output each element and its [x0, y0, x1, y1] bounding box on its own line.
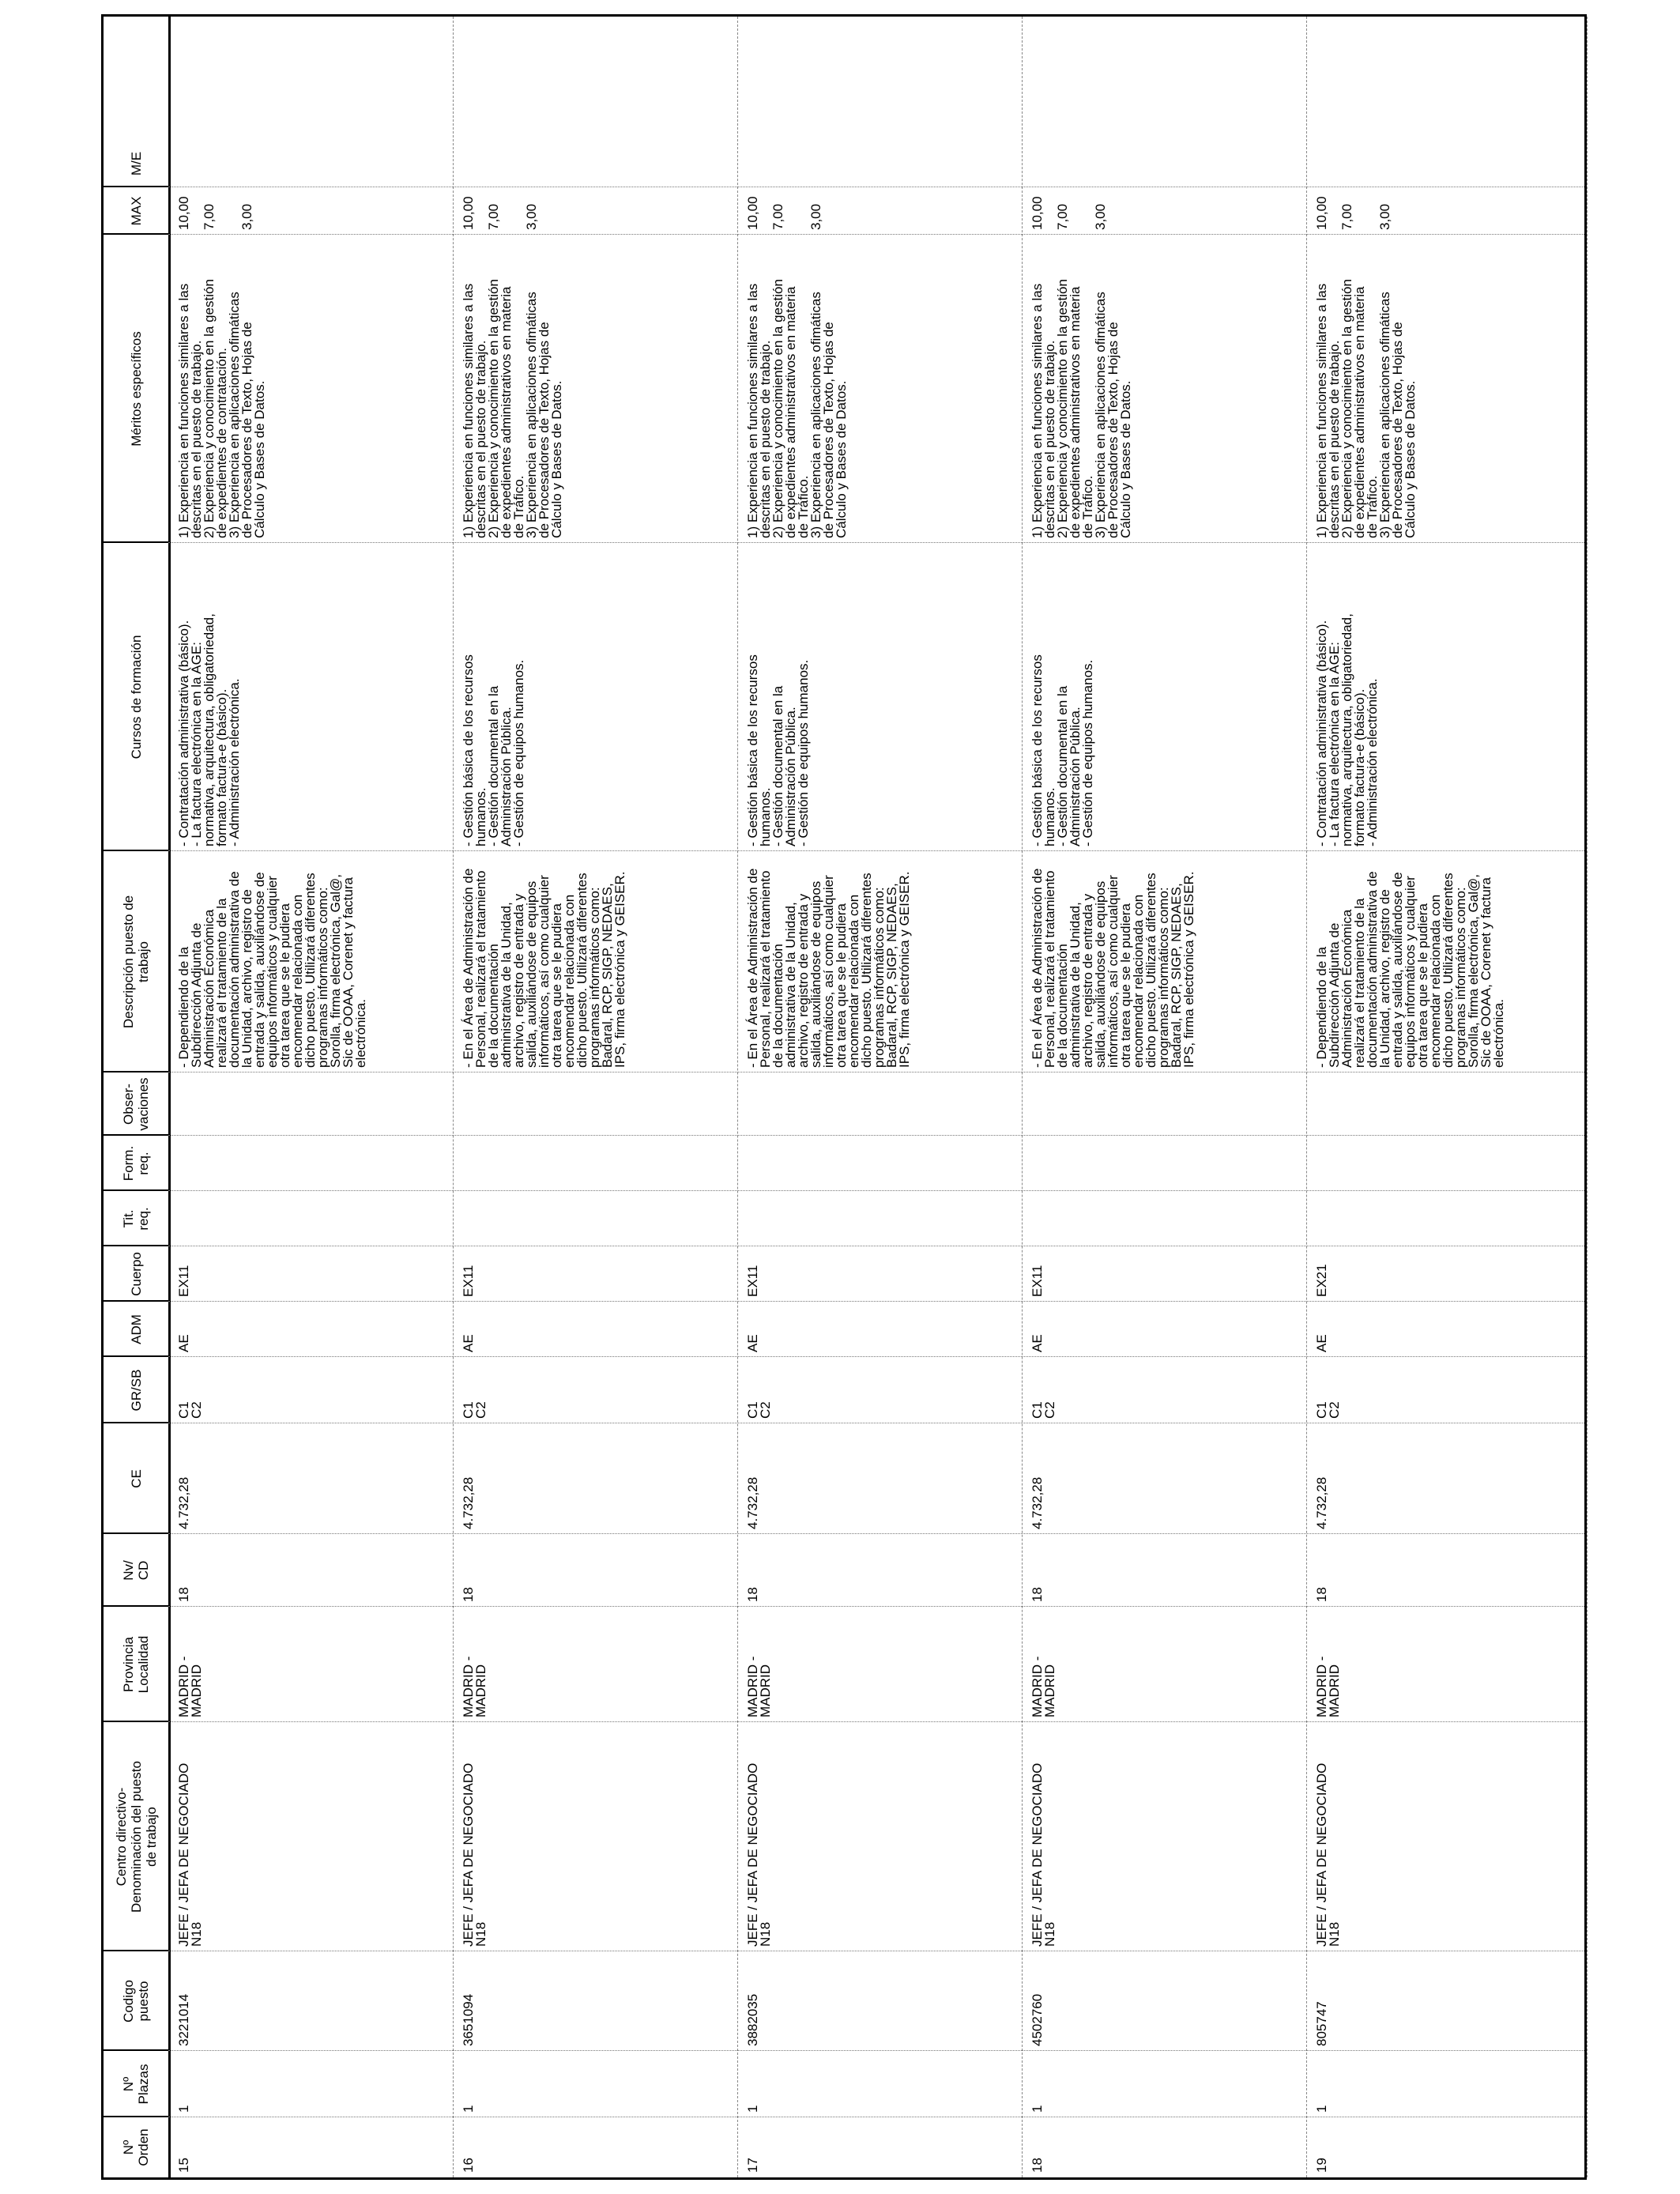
column-divider	[168, 1135, 1584, 1136]
column-divider	[168, 1533, 1584, 1534]
cell-provincia: MADRID - MADRID	[461, 1656, 488, 1717]
column-divider	[168, 2050, 1584, 2051]
header-divider	[104, 1300, 168, 1302]
cell-meritos: 1) Experiencia en funciones similares a las descritas en el puesto de trabajo. 2) Experiencia y conocimiento en la gestión de expedientes administrativos en materia de Tráfico. 3) Experiencia en aplicaciones ofimáticas de Procesadores de Texto, Hojas de Cálculo y Bases de Datos.	[461, 279, 564, 538]
cell-cursos: - Gestión básica de los recursos humanos. - Gestión documental en la Administración Pública. - Gestión de equipos humanos.	[1030, 654, 1095, 846]
cell-adm: AE	[176, 1334, 191, 1352]
cell-ce: 4.732,28	[461, 1476, 476, 1529]
cell-cuerpo: EX21	[1314, 1264, 1329, 1297]
cell-nivel: 18	[461, 1587, 476, 1602]
header-divider	[104, 186, 168, 187]
cell-centro: JEFE / JEFA DE NEGOCIADO N18	[176, 1762, 204, 1947]
header-cursos: Cursos de formación	[128, 635, 144, 760]
table-row	[737, 17, 1023, 2177]
cell-cursos: - Contratación administrativa (básico). - La factura electrónica en la AGE: normativa, arquitectura, obligatoriedad, formato factura-e (básico). - Administración electrónica.	[1314, 613, 1380, 846]
cell-cursos: - Gestión básica de los recursos humanos. - Gestión documental en la Administración Pública. - Gestión de equipos humanos.	[461, 654, 526, 846]
header-provincia: Provincia Localidad	[121, 1635, 151, 1694]
cell-max: 10,00 7,00 3,00	[1314, 196, 1392, 230]
cell-orden: 16	[461, 2158, 476, 2173]
column-divider	[168, 542, 1584, 543]
cell-max: 10,00 7,00 3,00	[1030, 196, 1108, 230]
header-nivel: Nv/ CD	[121, 1560, 151, 1581]
header-cuerpo: Cuerpo	[128, 1252, 144, 1296]
cell-nivel: 18	[1030, 1587, 1045, 1602]
cell-plazas: 1	[461, 2105, 476, 2113]
cell-provincia: MADRID - MADRID	[1314, 1656, 1342, 1717]
cell-orden: 19	[1314, 2158, 1329, 2173]
header-ce: CE	[128, 1469, 144, 1488]
cell-meritos: 1) Experiencia en funciones similares a las descritas en el puesto de trabajo. 2) Experiencia y conocimiento en la gestión de expedientes administrativos en materia de Tráfico. 3) Experiencia en aplicaciones ofimáticas de Procesadores de Texto, Hojas de Cálculo y Bases de Datos.	[1030, 279, 1133, 538]
header-me: M/E	[128, 151, 144, 176]
cell-max: 10,00 7,00 3,00	[176, 196, 254, 230]
column-divider	[168, 234, 1584, 235]
cell-centro: JEFE / JEFA DE NEGOCIADO N18	[1030, 1762, 1057, 1947]
cell-nivel: 18	[745, 1587, 760, 1602]
header-codigo: Codigo puesto	[121, 1980, 151, 2022]
header-divider	[104, 1721, 168, 1722]
table-row	[453, 17, 738, 2177]
cell-plazas: 1	[176, 2105, 191, 2113]
header-adm: ADM	[128, 1314, 144, 1344]
header-divider	[104, 1605, 168, 1607]
header-form-req: Form. req.	[121, 1145, 151, 1182]
cell-codigo: 4502760	[1030, 1993, 1045, 2046]
header-max: MAX	[128, 196, 144, 226]
column-divider	[168, 1190, 1584, 1191]
header-orden: Nº Orden	[121, 2128, 151, 2166]
table-header	[104, 17, 171, 2177]
header-divider	[104, 1189, 168, 1191]
table-row	[168, 17, 454, 2177]
cell-meritos: 1) Experiencia en funciones similares a las descritas en el puesto de trabajo. 2) Experiencia y conocimiento en la gestión de expedientes de contratación. 3) Experiencia en aplicaciones ofimáticas de Procesadores de Texto, Hojas de Cálculo y Bases de Datos.	[176, 279, 267, 538]
column-divider	[168, 1356, 1584, 1357]
cell-adm: AE	[1314, 1334, 1329, 1352]
cell-descripcion: - En el Área de Administración de Personal, realizará el tratamiento de la documentación administrativa de la Unidad, archivo, registro de entrada y salida, auxiliándose de equipos informáticos, así como cualquier otra tarea que se le pudiera encomendar relacionada con dicho puesto. Utilizará diferentes programas informáticos como: Badaral, RCP, SIGP, NEDAES, IPS, firma electrónica y GEISER.	[461, 868, 627, 1068]
cell-ce: 4.732,28	[745, 1476, 760, 1529]
header-divider	[104, 1950, 168, 1951]
cell-cuerpo: EX11	[461, 1265, 476, 1297]
header-divider	[104, 850, 168, 851]
cell-meritos: 1) Experiencia en funciones similares a las descritas en el puesto de trabajo. 2) Experiencia y conocimiento en la gestión de expedientes administrativos en materia de Tráfico. 3) Experiencia en aplicaciones ofimáticas de Procesadores de Texto, Hojas de Cálculo y Bases de Datos.	[745, 279, 849, 538]
cell-adm: AE	[745, 1334, 760, 1352]
cell-codigo: 3651094	[461, 1993, 476, 2046]
cell-nivel: 18	[1314, 1587, 1329, 1602]
cell-cursos: - Gestión básica de los recursos humanos. - Gestión documental en la Administración Pública. - Gestión de equipos humanos.	[745, 654, 811, 846]
cell-adm: AE	[461, 1334, 476, 1352]
table-row	[1022, 17, 1307, 2177]
cell-orden: 18	[1030, 2158, 1045, 2173]
cell-descripcion: - Dependiendo de la Subdirección Adjunta de Administración Económica realizará el tratamiento de la documentación administrativa de la Unidad, archivo, registro de entrada y salida, auxiliándose de equipos informáticos y cualquier otra tarea que se le pudiera encomendar relacionada con dicho puesto. Utilizará diferentes programas informáticos como: Sorolla, firma electrónica, Gal@, Sic de OOAA, Corenet y factura electrónica.	[1314, 871, 1506, 1068]
cell-cuerpo: EX11	[745, 1265, 760, 1297]
cell-orden: 15	[176, 2158, 191, 2173]
column-divider	[168, 1301, 1584, 1302]
header-centro: Centro directivo- Denominación del puesto de trabajo	[113, 1761, 159, 1913]
header-divider	[104, 1422, 168, 1423]
cell-ce: 4.732,28	[1030, 1476, 1045, 1529]
cell-provincia: MADRID - MADRID	[176, 1656, 204, 1717]
header-divider	[104, 1532, 168, 1534]
cell-grsb: C1 C2	[745, 1401, 773, 1419]
cell-grsb: C1 C2	[176, 1401, 204, 1419]
cell-provincia: MADRID - MADRID	[1030, 1656, 1057, 1717]
cell-nivel: 18	[176, 1587, 191, 1602]
cell-orden: 17	[745, 2158, 760, 2173]
header-divider	[104, 541, 168, 543]
cell-cursos: - Contratación administrativa (básico). - La factura electrónica en la AGE: normativa, arquitectura, obligatoriedad, formato factura-e (básico). - Administración electrónica.	[176, 613, 242, 846]
cell-grsb: C1 C2	[461, 1401, 488, 1419]
cell-codigo: 805747	[1314, 2001, 1329, 2046]
cell-grsb: C1 C2	[1314, 1401, 1342, 1419]
column-divider	[168, 1721, 1584, 1722]
cell-adm: AE	[1030, 1334, 1045, 1352]
header-tit-req: Tit. req.	[121, 1207, 151, 1231]
cell-plazas: 1	[1030, 2105, 1045, 2113]
cell-codigo: 3882035	[745, 1993, 760, 2046]
header-divider	[104, 233, 168, 235]
header-observaciones: Obser- vaciones	[121, 1077, 151, 1131]
cell-plazas: 1	[1314, 2105, 1329, 2113]
header-plazas: Nº Plazas	[121, 2064, 151, 2105]
cell-centro: JEFE / JEFA DE NEGOCIADO N18	[1314, 1762, 1342, 1947]
column-divider	[168, 1606, 1584, 1607]
cell-descripcion: - Dependiendo de la Subdirección Adjunta de Administración Económica realizará el tratamiento de la documentación administrativa de la Unidad, archivo, registro de entrada y salida, auxiliándose de equipos informáticos y cualquier otra tarea que se le pudiera encomendar relacionada con dicho puesto. Utilizará diferentes programas informáticos como: Sorolla, firma electrónica, Gal@, Sic de OOAA, Corenet y factura electrónica.	[176, 871, 368, 1068]
cell-provincia: MADRID - MADRID	[745, 1656, 773, 1717]
header-meritos: Méritos específicos	[128, 331, 144, 447]
header-grsb: GR/SB	[128, 1369, 144, 1412]
column-divider	[168, 850, 1584, 851]
cell-descripcion: - En el Área de Administración de Personal, realizará el tratamiento de la documentación administrativa de la Unidad, archivo, registro de entrada y salida, auxiliándose de equipos informáticos, así como cualquier otra tarea que se le pudiera encomendar relacionada con dicho puesto. Utilizará diferentes programas informáticos como: Badaral, RCP, SIGP, NEDAES, IPS, firma electrónica y GEISER.	[745, 868, 912, 1068]
cell-centro: JEFE / JEFA DE NEGOCIADO N18	[461, 1762, 488, 1947]
cell-grsb: C1 C2	[1030, 1401, 1057, 1419]
cell-ce: 4.732,28	[1314, 1476, 1329, 1529]
header-divider	[104, 2049, 168, 2051]
cell-max: 10,00 7,00 3,00	[461, 196, 539, 230]
cell-descripcion: - En el Área de Administración de Personal, realizará el tratamiento de la documentación administrativa de la Unidad, archivo, registro de entrada y salida, auxiliándose de equipos informáticos, así como cualquier otra tarea que se le pudiera encomendar relacionada con dicho puesto. Utilizará diferentes programas informáticos como: Badaral, RCP, SIGP, NEDAES, IPS, firma electrónica y GEISER.	[1030, 868, 1196, 1068]
cell-cuerpo: EX11	[176, 1265, 191, 1297]
cell-max: 10,00 7,00 3,00	[745, 196, 823, 230]
header-divider	[104, 1134, 168, 1136]
table-row	[1306, 17, 1588, 2177]
cell-ce: 4.732,28	[176, 1476, 191, 1529]
cell-cuerpo: EX11	[1030, 1265, 1045, 1297]
header-divider	[104, 2116, 168, 2117]
header-descripcion: Descripción puesto de trabajo	[121, 895, 151, 1029]
job-positions-table	[101, 14, 1587, 2180]
header-divider	[104, 1355, 168, 1357]
cell-centro: JEFE / JEFA DE NEGOCIADO N18	[745, 1762, 773, 1947]
cell-meritos: 1) Experiencia en funciones similares a las descritas en el puesto de trabajo. 2) Experiencia y conocimiento en la gestión de expedientes administrativos en materia de Tráfico. 3) Experiencia en aplicaciones ofimáticas de Procesadores de Texto, Hojas de Cálculo y Bases de Datos.	[1314, 279, 1418, 538]
header-divider	[104, 1245, 168, 1246]
header-divider	[104, 1071, 168, 1072]
cell-plazas: 1	[745, 2105, 760, 2113]
cell-codigo: 3221014	[176, 1993, 191, 2046]
